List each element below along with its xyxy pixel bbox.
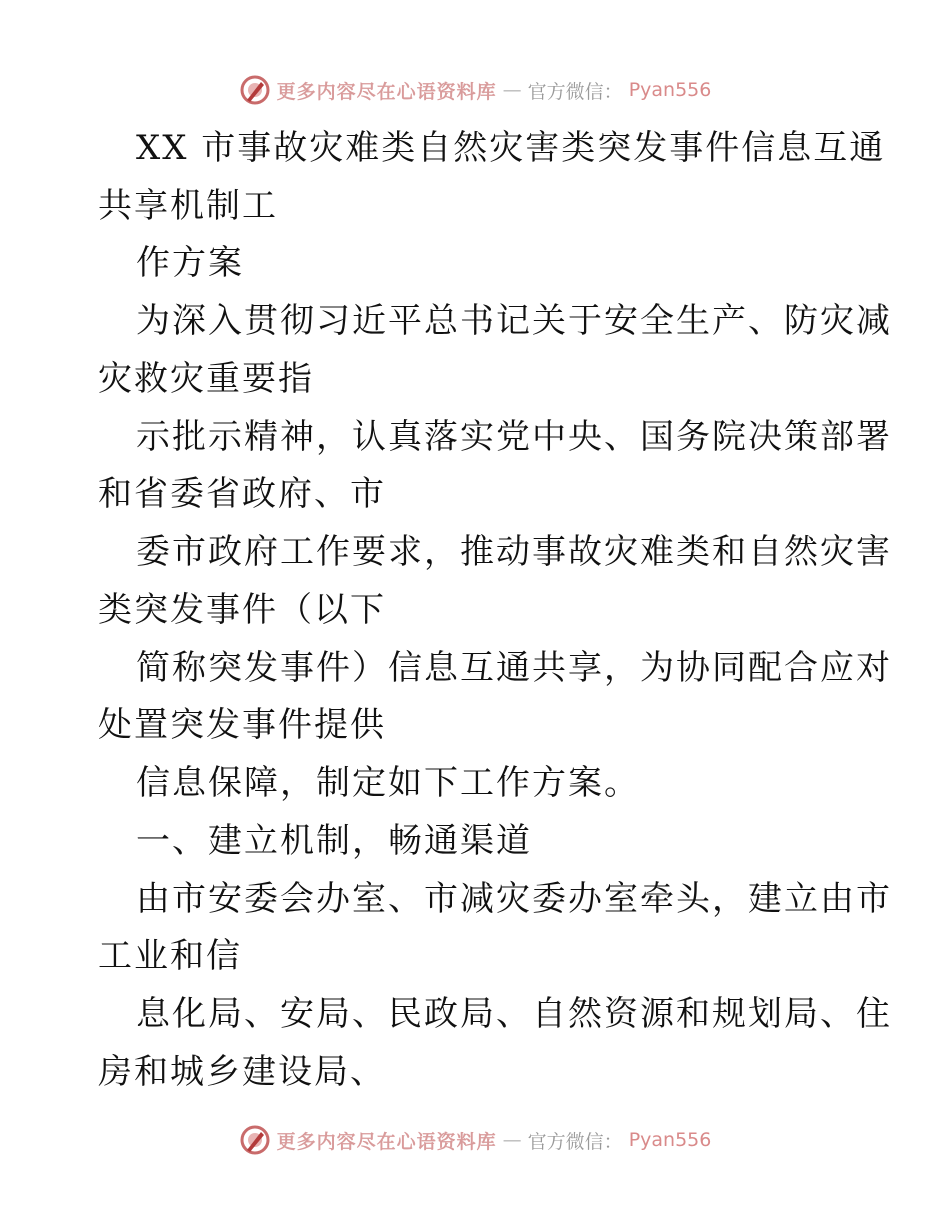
watermark-dash: — [502, 79, 522, 101]
paragraph-line: 处置突发事件提供 [98, 705, 386, 745]
watermark-wechat-label: 官方微信： [527, 1130, 623, 1153]
watermark-brand-text: 更多内容尽在心语资料库 [276, 1130, 497, 1153]
title-line-1: XX 市事故灾难类自然灾害类突发事件信息互通 [136, 128, 886, 168]
section-heading: 一、建立机制，畅通渠道 [136, 821, 532, 861]
watermark-wechat-id: Pyan556 [628, 1129, 712, 1151]
paragraph-line: 灾救灾重要指 [98, 359, 314, 399]
footer-watermark [0, 1120, 950, 1160]
paragraph-line: 简称突发事件）信息互通共享，为协同配合应对 [136, 648, 892, 688]
paragraph-line: 工业和信 [98, 936, 242, 976]
title-line-3: 作方案 [136, 243, 244, 283]
paragraph-line: 委市政府工作要求，推动事故灾难类和自然灾害 [136, 532, 892, 572]
paragraph-line: 房和城乡建设局、 [98, 1052, 386, 1092]
paragraph-line: 示批示精神，认真落实党中央、国务院决策部署 [136, 417, 892, 457]
paragraph-line: 类突发事件（以下 [98, 590, 386, 630]
paragraph-line: 由市安委会办室、市减灾委办室牵头，建立由市 [136, 879, 892, 919]
pen-circle-logo-icon [239, 74, 271, 106]
paragraph-line: 信息保障，制定如下工作方案。 [136, 763, 640, 803]
paragraph-line: 为深入贯彻习近平总书记关于安全生产、防灾减 [136, 301, 892, 341]
watermark-wechat-id: Pyan556 [628, 79, 712, 101]
watermark-brand-text: 更多内容尽在心语资料库 [276, 80, 497, 103]
header-watermark [0, 70, 950, 110]
title-line-2: 共享机制工 [98, 186, 278, 226]
paragraph-line: 息化局、安局、民政局、自然资源和规划局、住 [136, 994, 892, 1034]
watermark-dash: — [502, 1129, 522, 1151]
watermark-wechat-label: 官方微信： [527, 80, 623, 103]
paragraph-line: 和省委省政府、市 [98, 474, 386, 514]
pen-circle-logo-icon [239, 1124, 271, 1156]
